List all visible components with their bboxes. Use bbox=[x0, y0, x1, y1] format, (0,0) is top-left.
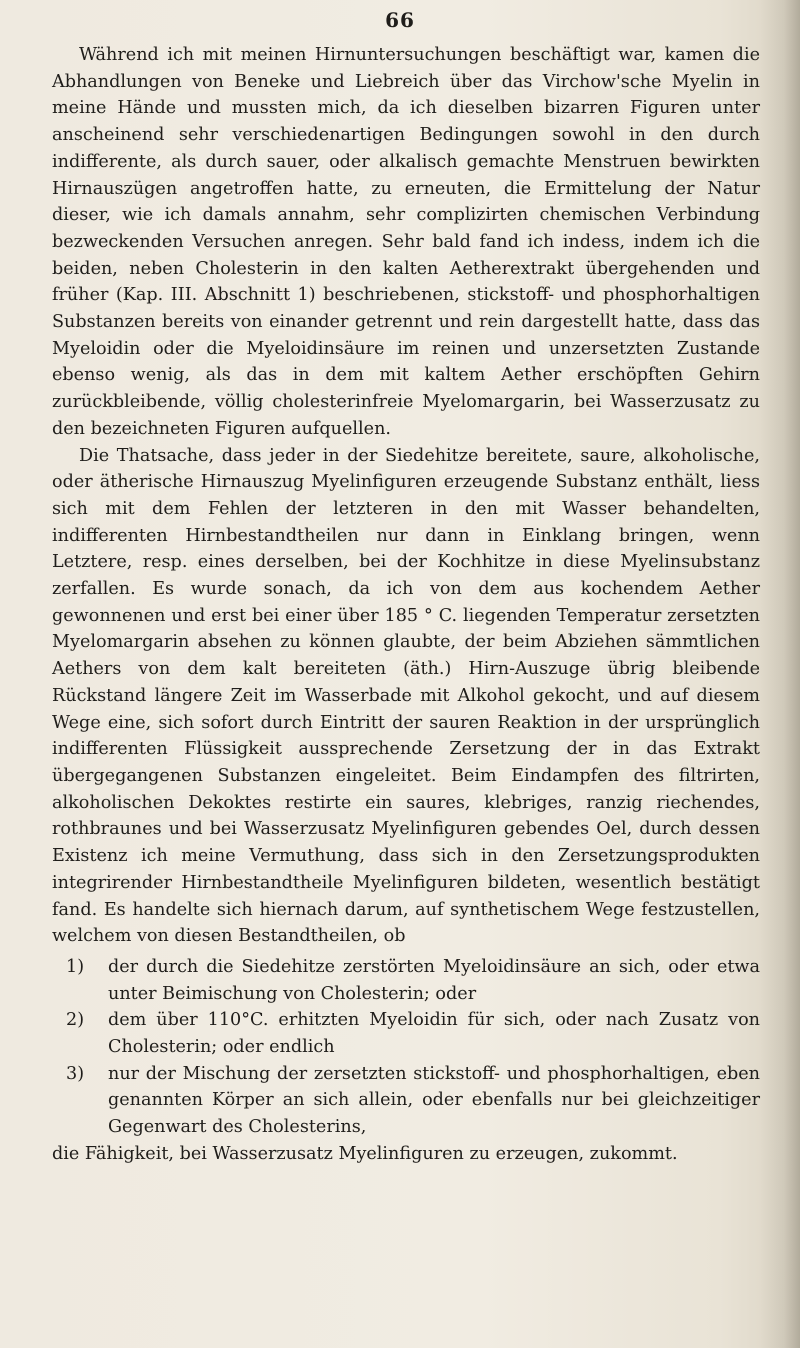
list-item-text: der durch die Siedehitze zerstörten Myeloidinsäure an sich, oder etwa unter Beimischung von Cholesterin; oder bbox=[108, 956, 760, 1004]
body-text bbox=[52, 42, 760, 1168]
list-item bbox=[52, 954, 760, 1007]
enumerated-list bbox=[52, 954, 760, 1141]
paragraph-1: Während ich mit meinen Hirnuntersuchungen beschäftigt war, kamen die Abhandlungen von Beneke und Liebreich über das Virchow'sche Myelin in meine Hände und mussten mich, da ich dieselben bizarren Figuren unter anscheinend sehr verschiedenartigen Bedingungen sowohl in den durch indifferente, als durch sauer, oder alkalisch gemachte Menstruen bewirkten Hirnauszügen angetroffen hatte, zu erneuten, die Ermittelung der Natur dieser, wie ich damals annahm, sehr complizirten chemischen Verbindung bezweckenden Versuchen anregen. Sehr bald fand ich indess, indem ich die beiden, neben Cholesterin in den kalten Aetherextrakt übergehenden und früher (Kap. III. Abschnitt 1) beschriebenen, stickstoff- und phosphorhaltigen Substanzen bereits von einander getrennt und rein dargestellt hatte, dass das Myeloidin oder die Myeloidinsäure im reinen und unzersetzten Zustande ebenso wenig, als das in dem mit kaltem Aether erschöpften Gehirn zurückbleibende, völlig cholesterinfreie Myelomargarin, bei Wasserzusatz zu den bezeichneten Figuren aufquellen. bbox=[52, 45, 760, 439]
list-item-number: 2) bbox=[66, 1010, 85, 1031]
list-item-text: dem über 110°C. erhitzten Myeloidin für sich, oder nach Zusatz von Cholesterin; oder endlich bbox=[108, 1010, 760, 1058]
list-item-text: nur der Mischung der zersetzten stickstoff- und phosphorhaltigen, eben genannten Körper an sich allein, oder ebenfalls nur bei gleichzeitiger Gegenwart des Cholesterins, bbox=[108, 1063, 760, 1138]
list-item-number: 1) bbox=[66, 956, 85, 977]
list-item bbox=[52, 1007, 760, 1060]
list-item-number: 3) bbox=[66, 1063, 85, 1084]
page-number: 66 bbox=[385, 8, 415, 32]
list-item bbox=[52, 1061, 760, 1141]
paragraph-2: Die Thatsache, dass jeder in der Siedehitze bereitete, saure, alkoholische, oder ätherische Hirnauszug Myelinfiguren erzeugende Substanz enthält, liess sich mit dem Fehlen der letzteren in den mit Wasser behandelten, indifferenten Hirnbestandtheilen nur dann in Einklang bringen, wenn Letztere, resp. eines derselben, bei der Kochhitze in diese Myelinsubstanz zerfallen. Es wurde sonach, da ich von dem aus kochendem Aether gewonnenen und erst bei einer über 185 ° C. liegenden Temperatur zersetzten Myelomargarin absehen zu können glaubte, der beim Abziehen sämmtlichen Aethers von dem kalt bereiteten (äth.) Hirn-Auszuge übrig bleibende Rückstand längere Zeit im Wasserbade mit Alkohol gekocht, und auf diesem Wege eine, sich sofort durch Eintritt der sauren Reaktion in der ursprünglich indifferenten Flüssigkeit aussprechende Zersetzung der in das Extrakt übergegangenen Substanzen eingeleitet. Beim Eindampfen des filtrirten, alkoholischen Dekoktes restirte ein saures, klebriges, ranzig riechendes, rothbraunes und bei Wasserzusatz Myelinfiguren gebendes Oel, durch dessen Existenz ich meine Vermuthung, dass sich in den Zersetzungsprodukten integrirender Hirnbestandtheile Myelinfiguren bildeten, wesentlich bestätigt fand. Es handelte sich hiernach darum, auf synthetischem Wege festzustellen, welchem von diesen Bestandtheilen, ob bbox=[52, 445, 760, 947]
closing-line: die Fähigkeit, bei Wasserzusatz Myelinfiguren zu erzeugen, zukommt. bbox=[52, 1143, 678, 1164]
page-edge-shadow bbox=[760, 0, 800, 1348]
